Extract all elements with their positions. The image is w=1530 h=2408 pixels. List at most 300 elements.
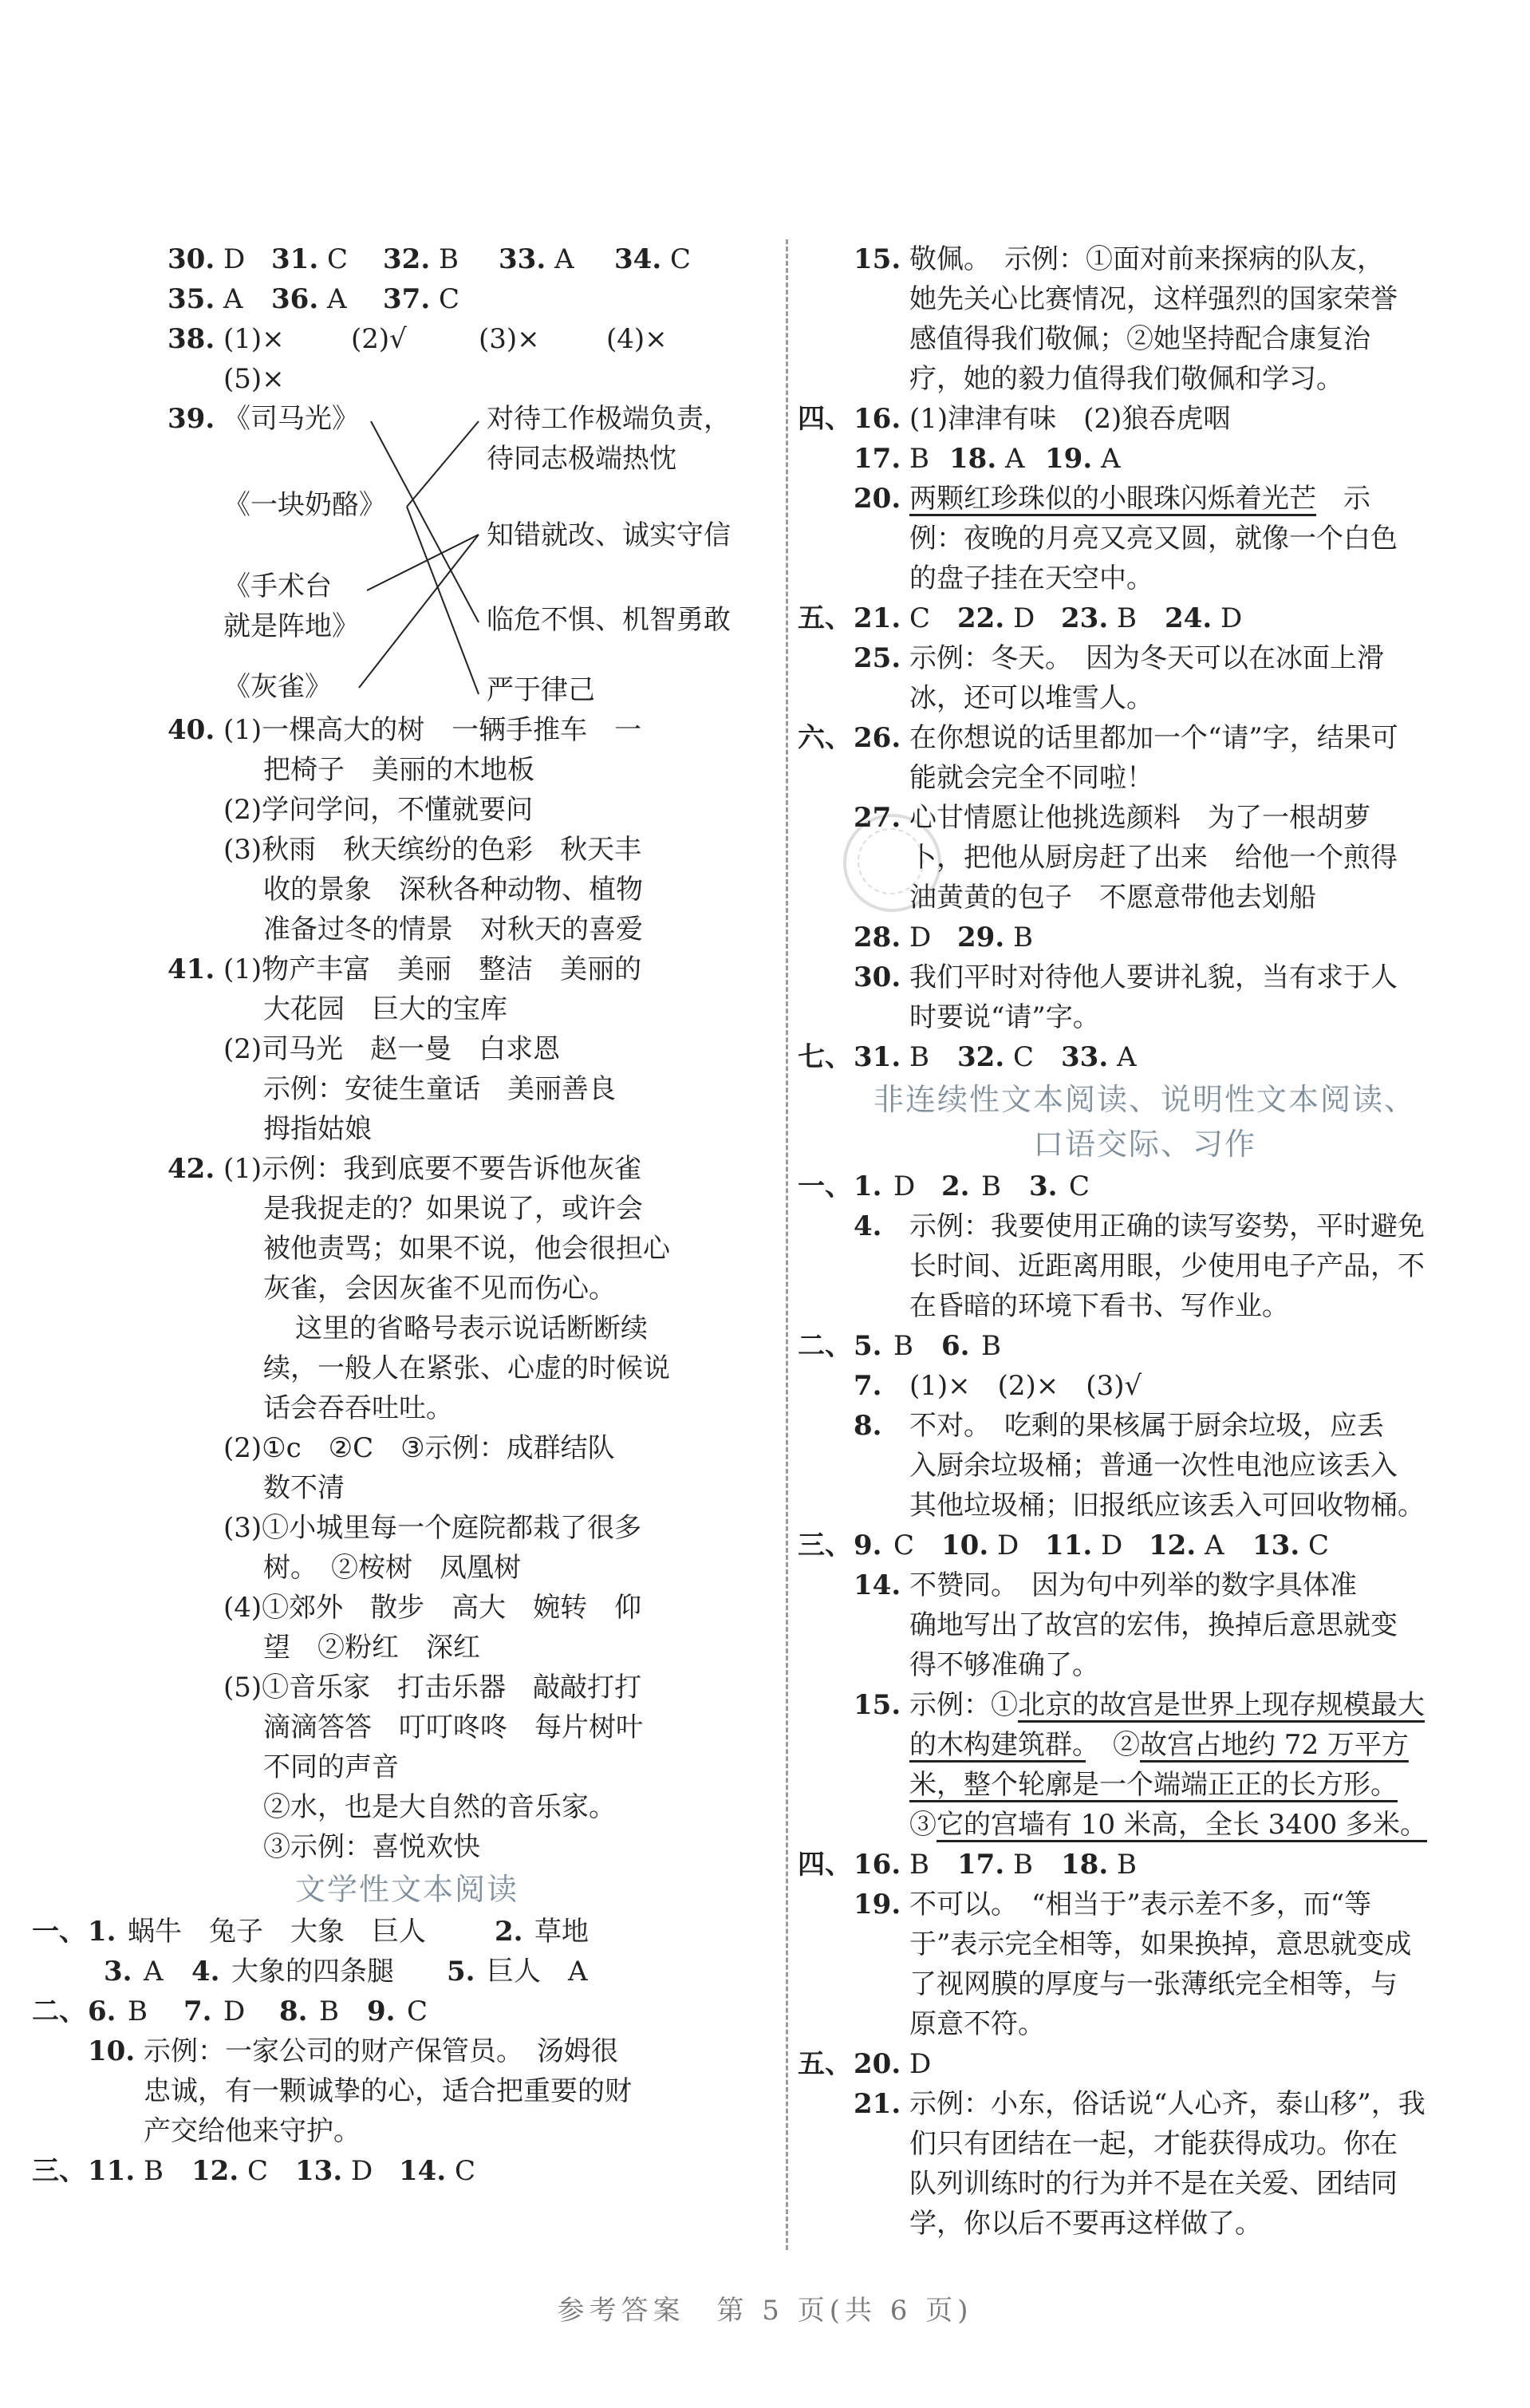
- answer-row: [798, 957, 1492, 997]
- answer-row: [32, 279, 782, 319]
- answer-row: [798, 1406, 1492, 1446]
- section-number: 一、: [32, 1916, 86, 1948]
- answer: A: [223, 283, 243, 315]
- question-number: 39.: [168, 403, 215, 435]
- answer: A: [554, 243, 574, 275]
- answer-row: [32, 2071, 782, 2111]
- question-number: 18.: [1061, 1849, 1109, 1881]
- page-footer: 参考答案 第 5 页(共 6 页): [557, 2295, 973, 2327]
- question-number: 18.: [949, 443, 997, 475]
- section-number: 四、: [798, 403, 852, 435]
- section-heading: 口语交际、习作: [1032, 1127, 1256, 1162]
- answer-row: [32, 1229, 782, 1269]
- answer-row: [32, 1548, 782, 1588]
- answer-row: [798, 319, 1492, 359]
- answer-row: [32, 830, 782, 870]
- answer-row: [798, 2124, 1492, 2164]
- answer-text: 示例：一家公司的财产保管员。 汤姆很: [144, 2035, 618, 2067]
- question-number: 5.: [854, 1330, 882, 1362]
- question-number: 1.: [854, 1170, 882, 1202]
- answer-text: 能就会完全不同啦！: [909, 762, 1153, 794]
- answer-text: 不可以。 “相当于”表示差不多，而“等: [909, 1889, 1372, 1920]
- answer: D: [909, 922, 932, 953]
- question-number: 5.: [447, 1956, 475, 1988]
- section-number: 二、: [798, 1330, 852, 1362]
- answer: (1)津津有味 (2)狼吞虎咽: [909, 403, 1231, 435]
- answer-row: [32, 1508, 782, 1548]
- answer-text: 滴滴答答 叮叮咚咚 每片树叶: [263, 1711, 643, 1743]
- section-heading: 非连续性文本阅读、说明性文本阅读、: [873, 1082, 1416, 1117]
- answer-row: [32, 1747, 782, 1787]
- answer: B: [909, 443, 929, 475]
- answer: B: [1117, 1849, 1137, 1881]
- question-number: 7.: [854, 1370, 882, 1402]
- question-number: 10.: [88, 2035, 136, 2067]
- answer-text: 队列训练时的行为并不是在关爱、团结同: [909, 2168, 1398, 2200]
- question-number: 14.: [399, 2155, 447, 2187]
- answer-row: [798, 1765, 1492, 1805]
- section-number: 五、: [798, 602, 852, 634]
- answer-row: [798, 2004, 1492, 2044]
- section-number: 四、: [798, 1849, 852, 1881]
- answer-row: [32, 1707, 782, 1747]
- matching-exercise: [32, 399, 782, 710]
- answer: B: [981, 1170, 1001, 1202]
- matching-lines: [32, 399, 782, 710]
- answer-text: ②: [1086, 1729, 1140, 1761]
- answer: A: [144, 1956, 164, 1988]
- question-number: 1.: [88, 1916, 116, 1948]
- question-number: 30.: [168, 243, 215, 275]
- underlined-answer: 北京的故宫是世界上现存规模最大: [1018, 1689, 1425, 1721]
- answer-row: [798, 399, 1492, 439]
- answer-text: 拇指姑娘: [263, 1113, 372, 1145]
- answer-row: [798, 838, 1492, 878]
- question-number: 29.: [957, 922, 1005, 953]
- answer-row: [798, 1206, 1492, 1246]
- answer: B: [909, 1849, 929, 1881]
- section-number: 三、: [798, 1530, 852, 1561]
- underlined-answer: 故宫占地约 72 万平方: [1140, 1729, 1409, 1761]
- answer: D: [351, 2155, 373, 2187]
- answer-row: [32, 1787, 782, 1827]
- answer: C: [327, 243, 349, 275]
- answer-text: (1)示例：我到底要不要告诉他灰雀: [223, 1153, 642, 1185]
- answer-text: 感值得我们敬佩；②她坚持配合康复治: [909, 323, 1370, 355]
- answer-row: [32, 750, 782, 790]
- answer-text: 续，一般人在紧张、心虚的时候说: [263, 1352, 670, 1384]
- question-number: 20.: [854, 2048, 901, 2080]
- answer-text: 准备过冬的情景 对秋天的喜爱: [263, 914, 643, 945]
- answer-row: [798, 1885, 1492, 1924]
- answer-row: [32, 1029, 782, 1069]
- match-left-item: 《一块奶酪》: [223, 489, 386, 521]
- answer: C: [1308, 1530, 1330, 1561]
- answer-row: [798, 1037, 1492, 1077]
- answer-text: 入厨余垃圾桶；普通一次性电池应该丢入: [909, 1450, 1398, 1482]
- answer-text: 话会吞吞吐吐。: [263, 1392, 453, 1424]
- question-number: 13.: [295, 2155, 343, 2187]
- answer-row: [32, 2151, 782, 2191]
- question-number: 12.: [191, 2155, 239, 2187]
- answer-row: [32, 1827, 782, 1867]
- answer-text: 她先关心比赛情况，这样强烈的国家荣誉: [909, 283, 1398, 315]
- column-divider: [786, 239, 788, 2250]
- answer: (1)× (2)× (3)√: [909, 1370, 1142, 1402]
- answer-text: 不对。 吃剩的果核属于厨余垃圾，应丢: [909, 1410, 1384, 1442]
- answer-row: [32, 1149, 782, 1189]
- question-number: 21.: [854, 2088, 901, 2120]
- match-right-item: 对待工作极端负责，: [487, 403, 731, 435]
- answer: 大象的四条腿: [231, 1956, 394, 1988]
- answer-row: [32, 710, 782, 750]
- question-number: 7.: [183, 1995, 212, 2027]
- answer-row: [798, 798, 1492, 838]
- answer-text: 这里的省略号表示说话断断续: [295, 1313, 648, 1344]
- answer-text: 大花园 巨大的宝库: [263, 993, 507, 1025]
- question-number: 17.: [957, 1849, 1005, 1881]
- question-number: 37.: [383, 283, 431, 315]
- answer-row: [32, 359, 782, 399]
- answer-row: [798, 758, 1492, 798]
- answer-text: 敬佩。 示例：①面对前来探病的队友，: [909, 243, 1384, 275]
- answer-text: (3)秋雨 秋天缤纷的色彩 秋天丰: [223, 834, 642, 866]
- answer-row: [798, 1166, 1492, 1206]
- match-right-item: 待同志极端热忱: [487, 443, 676, 475]
- answer-row: [32, 1912, 782, 1952]
- question-number: 20.: [854, 483, 901, 515]
- match-left-item: 《灰雀》: [223, 671, 332, 703]
- answer: C: [455, 2155, 476, 2187]
- question-number: 27.: [854, 802, 901, 834]
- answer: D: [909, 2048, 932, 2080]
- question-number: 33.: [499, 243, 546, 275]
- answer-text: 收的景象 深秋各种动物、植物: [263, 874, 643, 906]
- answer-text: 油黄黄的包子 不愿意带他去划船: [909, 882, 1316, 914]
- question-number: 3.: [104, 1956, 132, 1988]
- underlined-answer: 两颗红珍珠似的小眼珠闪烁着光芒: [909, 483, 1316, 515]
- answer-row: [32, 2111, 782, 2151]
- answer: B: [144, 2155, 164, 2187]
- question-number: 11.: [1045, 1530, 1093, 1561]
- answer-text: 的盘子挂在天空中。: [909, 563, 1153, 594]
- question-number: 23.: [1061, 602, 1109, 634]
- answer-row: [798, 1805, 1492, 1845]
- answer-text: 把椅子 美丽的木地板: [263, 754, 534, 786]
- answer-row: [798, 1725, 1492, 1765]
- question-number: 6.: [88, 1995, 116, 2027]
- answer-text: 示例：冬天。 因为冬天可以在冰面上滑: [909, 642, 1384, 674]
- question-number: 3.: [1029, 1170, 1058, 1202]
- section-number: 五、: [798, 2048, 852, 2080]
- answer-text: (2)司马光 赵一曼 白求恩: [223, 1033, 561, 1065]
- answer: D: [1220, 602, 1243, 634]
- section-number: 三、: [32, 2155, 86, 2187]
- answer-row: [798, 1526, 1492, 1565]
- answer-row: [798, 479, 1492, 519]
- answer-row: [32, 1588, 782, 1628]
- question-number: 12.: [1149, 1530, 1197, 1561]
- answer: B: [1013, 1849, 1033, 1881]
- question-number: 11.: [88, 2155, 136, 2187]
- question-number: 38.: [168, 323, 215, 355]
- answer-row: [798, 1326, 1492, 1366]
- section-number: 二、: [32, 1995, 86, 2027]
- answer: C: [1069, 1170, 1090, 1202]
- question-number: 26.: [854, 722, 901, 754]
- question-number: 31.: [271, 243, 319, 275]
- answer-row: [32, 239, 782, 279]
- answer-text: 示: [1316, 483, 1370, 515]
- answer: D: [893, 1170, 916, 1202]
- question-number: 32.: [383, 243, 431, 275]
- answer-row: [32, 790, 782, 830]
- question-number: 8.: [854, 1410, 882, 1442]
- answer-text: 示例：①: [909, 1689, 1018, 1721]
- question-number: 19.: [1045, 443, 1093, 475]
- question-number: 34.: [614, 243, 662, 275]
- answer-row: [798, 997, 1492, 1037]
- answer-text: 示例：小东，俗话说“人心齐，泰山移”，我: [909, 2088, 1426, 2120]
- answer: C: [1013, 1041, 1035, 1073]
- question-number: 30.: [854, 961, 901, 993]
- answer: B: [893, 1330, 913, 1362]
- answer-row: [32, 2031, 782, 2071]
- answer-text: 了视网膜的厚度与一张薄纸完全相等，与: [909, 1968, 1398, 2000]
- answer-text: 望 ②粉红 深红: [263, 1632, 480, 1664]
- answer-row: [798, 1366, 1492, 1406]
- answer-row: [32, 1388, 782, 1428]
- answer-row: [798, 678, 1492, 718]
- answer: A: [1117, 1041, 1137, 1073]
- answer-row: [32, 1069, 782, 1109]
- answer-row: [32, 870, 782, 910]
- answer-text: 在昏暗的环境下看书、写作业。: [909, 1290, 1289, 1322]
- answer-text: 示例：安徒生童话 美丽善良: [263, 1073, 616, 1105]
- answer: C: [670, 243, 692, 275]
- answer-row: [798, 1645, 1492, 1685]
- question-number: 10.: [941, 1530, 989, 1561]
- answer: B: [1013, 922, 1033, 953]
- answer-row: [32, 1668, 782, 1707]
- answer: C: [909, 602, 931, 634]
- answer-text: (4)①郊外 散步 高大 婉转 仰: [223, 1592, 642, 1624]
- answer-row: [32, 1348, 782, 1388]
- answer: D: [223, 1995, 246, 2027]
- answer: A: [1005, 443, 1025, 475]
- answer-row: [798, 359, 1492, 399]
- answer-row: [798, 1486, 1492, 1526]
- answer: D: [997, 1530, 1019, 1561]
- answer-text: 不同的声音: [263, 1751, 399, 1783]
- answer: 蜗牛 兔子 大象 巨人: [128, 1916, 426, 1948]
- answer: (5)×: [223, 363, 285, 395]
- answer-row: [32, 1309, 782, 1348]
- question-number: 6.: [941, 1330, 970, 1362]
- answer-row: [798, 1964, 1492, 2004]
- answer-row: [798, 1446, 1492, 1486]
- answer-row: [32, 1269, 782, 1309]
- question-number: 14.: [854, 1569, 901, 1601]
- match-left-item: 《司马光》: [223, 403, 359, 435]
- answer-row: [798, 1845, 1492, 1885]
- answer-text: ③示例：喜悦欢快: [263, 1831, 480, 1863]
- answer-text: 示例：我要使用正确的读写姿势，平时避免: [909, 1210, 1425, 1242]
- answer: C: [893, 1530, 915, 1561]
- answer-row: [798, 878, 1492, 918]
- answer: D: [223, 243, 246, 275]
- question-number: 2.: [941, 1170, 970, 1202]
- answer-row: [32, 1952, 782, 1992]
- answer: A: [1101, 443, 1121, 475]
- question-number: 2.: [495, 1916, 523, 1948]
- question-number: 9.: [854, 1530, 882, 1561]
- question-number: 24.: [1165, 602, 1213, 634]
- answer-row: [32, 989, 782, 1029]
- answer-row: [32, 1109, 782, 1149]
- question-number: 22.: [957, 602, 1005, 634]
- question-number: 28.: [854, 922, 901, 953]
- question-number: 31.: [854, 1041, 901, 1073]
- answer: A: [327, 283, 347, 315]
- answer-row: [32, 949, 782, 989]
- answer-text: (3)①小城里每一个庭院都栽了很多: [223, 1512, 642, 1544]
- question-number: 25.: [854, 642, 901, 674]
- answer-row: [32, 1628, 782, 1668]
- question-number: 16.: [854, 403, 901, 435]
- answer-row: [32, 910, 782, 949]
- answer-row: [798, 2204, 1492, 2244]
- answer-text: 在你想说的话里都加一个“请”字，结果可: [909, 722, 1398, 754]
- answer-text: (5)①音乐家 打击乐器 敲敲打打: [223, 1672, 642, 1703]
- answer-text: 忠诚，有一颗诚挚的心，适合把重要的财: [144, 2075, 632, 2107]
- answer-row: [798, 239, 1492, 279]
- underlined-answer: 米，整个轮廓是一个端端正正的长方形。: [909, 1769, 1398, 1801]
- answer-row: [798, 519, 1492, 559]
- answer: C: [407, 1995, 428, 2027]
- answer-text: 灰雀，会因灰雀不见而伤心。: [263, 1273, 616, 1305]
- match-right-item: 严于律己: [487, 674, 595, 706]
- answer: B: [319, 1995, 339, 2027]
- answer-row: [798, 1286, 1492, 1326]
- answer-text: 数不清: [263, 1472, 345, 1504]
- answer-text: 卜，把他从厨房赶了出来 给他一个煎得: [909, 842, 1398, 874]
- answer-row: [798, 2164, 1492, 2204]
- answer-row: [798, 2084, 1492, 2124]
- question-number: 36.: [271, 283, 319, 315]
- question-number: 15.: [854, 243, 901, 275]
- answer-row: [32, 1189, 782, 1229]
- answer-text: 学，你以后不要再这样做了。: [909, 2208, 1262, 2240]
- answer-row: [32, 1428, 782, 1468]
- answer-text: 原意不符。: [909, 2008, 1045, 2040]
- answer-row: [798, 1685, 1492, 1725]
- answer-text: 冰，还可以堆雪人。: [909, 682, 1153, 714]
- answer-text: 我们平时对待他人要讲礼貌，当有求于人: [909, 961, 1398, 993]
- answer-text: (2)学问学问，不懂就要问: [223, 794, 534, 826]
- answer-text: 确地写出了故宫的宏伟，换掉后意思就变: [909, 1609, 1398, 1641]
- answer: (3)×: [479, 323, 540, 355]
- answer-row: [32, 1468, 782, 1508]
- section-number: 七、: [798, 1041, 852, 1073]
- question-number: 41.: [168, 953, 215, 985]
- answer-text: 心甘情愿让他挑选颜料 为了一根胡萝: [909, 802, 1370, 834]
- answer-text: 其他垃圾桶；旧报纸应该丢入可回收物桶。: [909, 1490, 1425, 1522]
- answer-row: [798, 638, 1492, 678]
- question-number: 15.: [854, 1689, 901, 1721]
- answer-row: [798, 279, 1492, 319]
- match-right-item: 临危不惧、机智勇敢: [487, 604, 731, 636]
- underlined-answer: 它的宫墙有 10 米高，全长 3400 多米。: [937, 1809, 1428, 1841]
- question-number: 19.: [854, 1889, 901, 1920]
- answer: (1)×: [223, 323, 285, 355]
- answer-row: [798, 1246, 1492, 1286]
- answer-row: [798, 598, 1492, 638]
- match-left-item: 就是阵地》: [223, 610, 359, 642]
- question-number: 21.: [854, 602, 901, 634]
- answer: A: [1205, 1530, 1224, 1561]
- answer-row: [798, 918, 1492, 957]
- answer-text: 时要说“请”字。: [909, 1001, 1100, 1033]
- answer-row: [32, 1992, 782, 2031]
- answer-row: [32, 319, 782, 359]
- answer-text: 例：夜晚的月亮又亮又圆，就像一个白色: [909, 523, 1398, 555]
- answer: (4)×: [606, 323, 668, 355]
- question-number: 42.: [168, 1153, 215, 1185]
- question-number: 4.: [854, 1210, 882, 1242]
- right-column: [798, 239, 1492, 2244]
- answer-text: 于”表示完全相等，如果换掉，意思就变成: [909, 1928, 1412, 1960]
- question-number: 8.: [279, 1995, 308, 2027]
- answer-text: 产交给他来守护。: [144, 2115, 361, 2147]
- answer: B: [128, 1995, 148, 2027]
- answer: B: [439, 243, 459, 275]
- answer-text: 得不够准确了。: [909, 1649, 1099, 1681]
- answer-text: (1)一棵高大的树 一辆手推车 一: [223, 714, 642, 746]
- answer: 草地: [534, 1916, 589, 1948]
- question-number: 4.: [191, 1956, 220, 1988]
- question-number: 40.: [168, 714, 215, 746]
- answer-text: 被他责骂；如果不说，他会很担心: [263, 1233, 670, 1265]
- match-right-item: 知错就改、诚实守信: [487, 519, 731, 551]
- answer: B: [981, 1330, 1001, 1362]
- answer: C: [439, 283, 460, 315]
- answer-text: 长时间、近距离用眼，少使用电子产品，不: [909, 1250, 1425, 1282]
- answer-row: [798, 1565, 1492, 1605]
- answer-text: 树。 ②桉树 凤凰树: [263, 1552, 521, 1584]
- answer-row: [798, 559, 1492, 598]
- answer-row: [798, 1924, 1492, 1964]
- section-heading: 文学性文本阅读: [294, 1872, 519, 1907]
- answer-text: 疗，她的毅力值得我们敬佩和学习。: [909, 363, 1343, 395]
- answer: 巨人 A: [487, 1956, 588, 1988]
- question-number: 33.: [1061, 1041, 1109, 1073]
- question-number: 32.: [957, 1041, 1005, 1073]
- underlined-answer: 的木构建筑群。: [909, 1729, 1086, 1761]
- answer-text: 们只有团结在一起，才能获得成功。你在: [909, 2128, 1398, 2160]
- question-number: 13.: [1252, 1530, 1300, 1561]
- question-number: 16.: [854, 1849, 901, 1881]
- answer-row: [798, 1605, 1492, 1645]
- question-number: 17.: [854, 443, 901, 475]
- answer-row: [798, 439, 1492, 479]
- answer: D: [1013, 602, 1035, 634]
- section-number: 六、: [798, 722, 852, 754]
- answer-text: (2)①c ②C ③示例：成群结队: [223, 1432, 615, 1464]
- answer: B: [909, 1041, 929, 1073]
- answer-text: 是我捉走的？如果说了，或许会: [263, 1193, 643, 1225]
- question-number: 9.: [367, 1995, 396, 2027]
